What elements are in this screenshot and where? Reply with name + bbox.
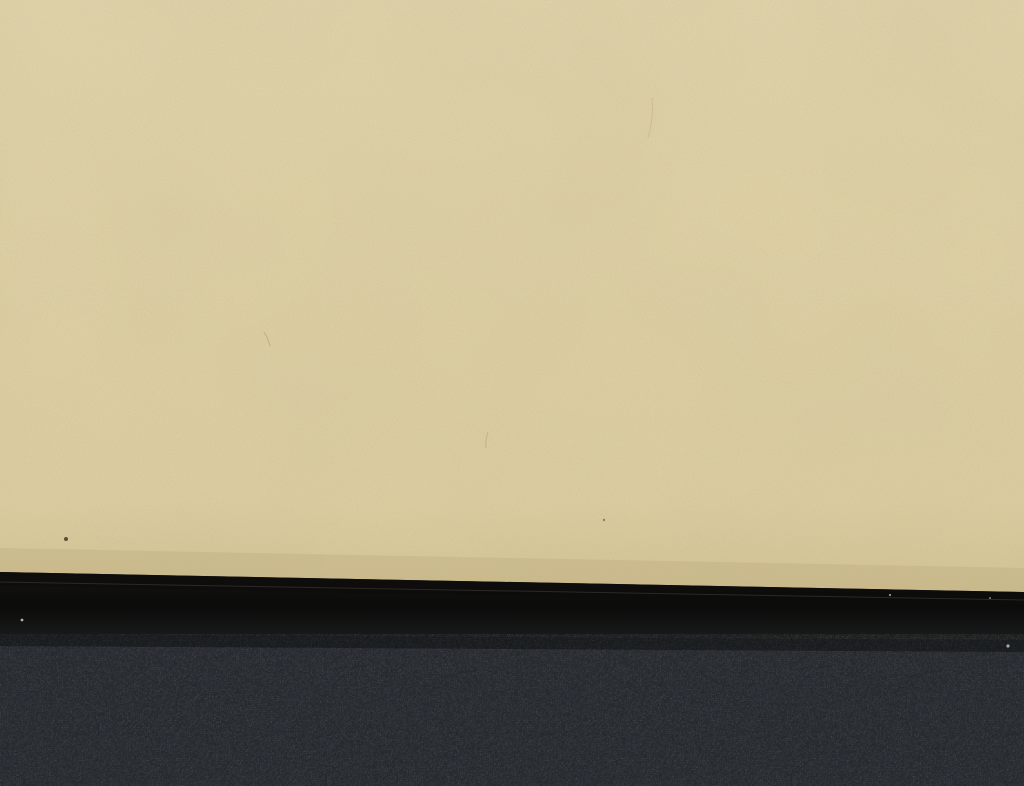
leather-cover xyxy=(0,634,1024,786)
